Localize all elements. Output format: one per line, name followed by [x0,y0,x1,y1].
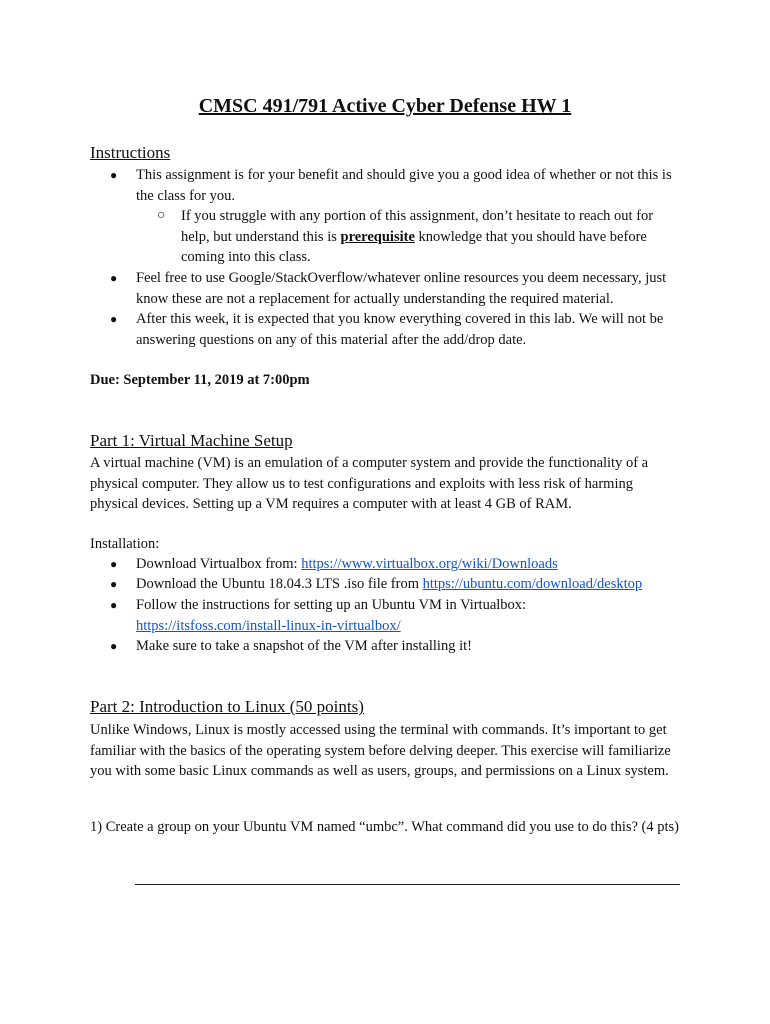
install-item-4 [110,636,696,657]
part2-intro: Unlike Windows, Linux is mostly accessed using the terminal with commands. It’s important to get familiar with the basics of the operating system before delving deeper. This exercise will familiarize you with some basic Linux commands as well as users, groups, and permissions on a Linux system. [90,722,671,780]
prerequisite-emphasis: prerequisite [340,228,415,245]
virtualbox-download-link[interactable]: https://www.virtualbox.org/wiki/Downloads [301,556,558,572]
install-item-1 [110,554,696,575]
install-item-2-text: Download the Ubuntu 18.04.3 LTS .iso file from [136,576,423,592]
bullet-icon: ● [110,557,118,571]
itsfoss-guide-link[interactable]: https://itsfoss.com/install-linux-in-virtualbox/ [136,617,401,634]
instructions-heading: Instructions [90,143,171,162]
sub-bullet-icon: ○ [157,208,166,223]
bullet-icon: ● [110,577,118,591]
bullet-icon: ● [110,168,118,182]
bullet-icon: ● [110,598,118,612]
document-title: CMSC 491/791 Active Cyber Defense HW 1 [198,95,572,117]
bullet-icon: ● [110,312,118,326]
instruction-bullet-1 [110,165,676,206]
instruction-bullet-1-text: This assignment is for your benefit and should give you a good idea of whether or not this is the class for you. [136,167,672,204]
install-item-2 [110,574,696,595]
install-item-3 [110,595,696,636]
part1-heading: Part 1: Virtual Machine Setup [90,431,293,450]
ubuntu-download-link[interactable]: https://ubuntu.com/download/desktop [422,576,643,592]
sub-bullet-text-before: If you struggle with any portion of this assignment, don’t hesitate to reach out for help, but understand this is [181,208,654,245]
answer-line[interactable] [135,884,680,885]
question-1: 1) Create a group on your Ubuntu VM named “umbc”. What command did you use to do this? (4 pts) [90,819,680,835]
instruction-bullet-2-text: Feel free to use Google/StackOverflow/whatever online resources you deem necessary, just know these are not a replacement for actually understanding the required material. [136,270,667,307]
instruction-bullet-2 [110,268,676,309]
instruction-sub-bullet [157,206,681,268]
sub-bullet-text-after: knowledge that you should have before coming into this class. [181,228,647,266]
due-date: Due: September 11, 2019 at 7:00pm [90,372,310,388]
install-item-1-text: Download Virtualbox from: [136,556,302,572]
installation-label: Installation: [90,536,160,552]
bullet-icon: ● [110,271,118,285]
part1-intro: A virtual machine (VM) is an emulation of a computer system and provide the functionality of a physical computer. They allow us to test configurations and exploits with less risk of harming physical devices. Setting up a VM requires a computer with at least 4 GB of RAM. [90,455,649,513]
part2-heading: Part 2: Introduction to Linux (50 points) [90,697,364,716]
bullet-icon: ● [110,639,118,653]
install-item-3-text: Follow the instructions for setting up an Ubuntu VM in Virtualbox: [136,597,527,613]
instruction-bullet-3-text: After this week, it is expected that you know everything covered in this lab. We will not be answering questions on any of this material after the add/drop date. [136,311,664,348]
instruction-bullet-3 [110,309,676,350]
install-item-4-text: Make sure to take a snapshot of the VM after installing it! [136,638,472,654]
